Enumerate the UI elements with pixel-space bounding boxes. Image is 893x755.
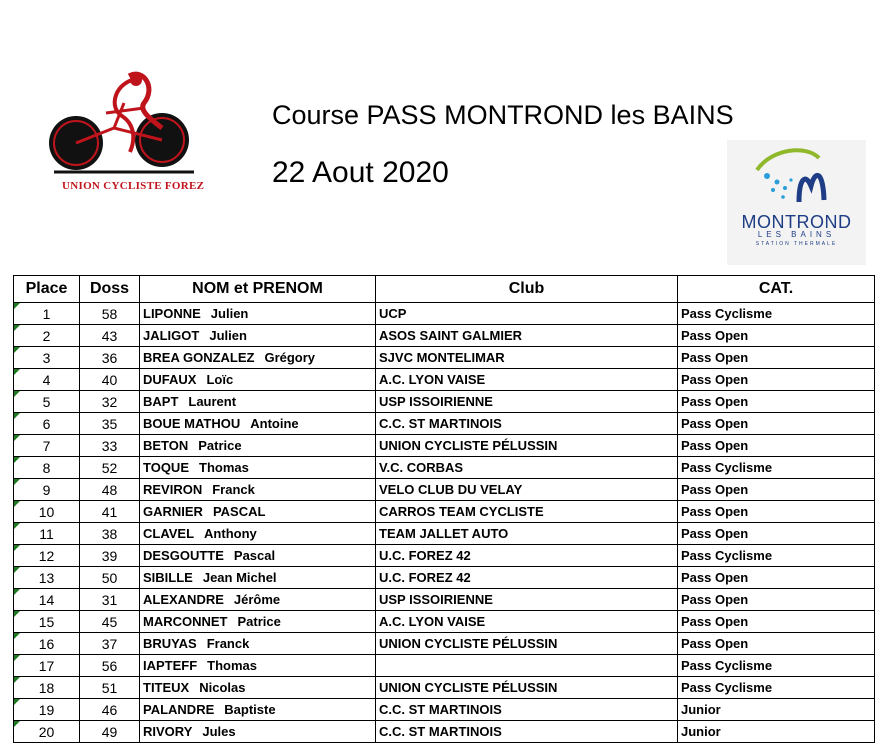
last-name: DESGOUTTE	[143, 548, 224, 563]
last-name: PALANDRE	[143, 702, 215, 717]
cell-category	[678, 303, 875, 325]
club-value: ASOS SAINT GALMIER	[379, 328, 523, 343]
place-value: 20	[38, 723, 55, 740]
doss-value: 48	[101, 481, 118, 498]
cell-place	[14, 479, 80, 501]
club-value: UNION CYCLISTE PÉLUSSIN	[379, 680, 558, 695]
doss-value: 50	[101, 569, 118, 586]
doss-value: 52	[101, 459, 118, 476]
montrond-name: MONTROND	[741, 212, 852, 232]
cell-place	[14, 523, 80, 545]
cell-marker-icon	[14, 391, 20, 397]
place-value: 5	[42, 393, 51, 410]
cell-category	[678, 633, 875, 655]
cell-club	[376, 611, 678, 633]
doss-value: 32	[101, 393, 118, 410]
cell-doss	[80, 457, 140, 479]
category-value: Pass Open	[681, 438, 749, 453]
cell-doss	[80, 677, 140, 699]
cell-name	[140, 677, 376, 699]
cell-place	[14, 611, 80, 633]
last-name: REVIRON	[143, 482, 203, 497]
club-value: USP ISSOIRIENNE	[379, 592, 493, 607]
cell-doss	[80, 369, 140, 391]
cell-doss	[80, 435, 140, 457]
table-row	[14, 633, 875, 655]
last-name: BRUYAS	[143, 636, 197, 651]
last-name: GARNIER	[143, 504, 203, 519]
last-name: CLAVEL	[143, 526, 195, 541]
club-value: USP ISSOIRIENNE	[379, 394, 493, 409]
first-name: Grégory	[264, 350, 316, 365]
category-value: Pass Cyclisme	[681, 460, 773, 475]
column-header-place: Place	[14, 276, 80, 303]
first-name: Patrice	[237, 614, 281, 629]
category-value: Pass Open	[681, 526, 749, 541]
cell-marker-icon	[14, 369, 20, 375]
table-header-row	[14, 276, 875, 303]
cell-category	[678, 677, 875, 699]
cell-doss	[80, 611, 140, 633]
cell-marker-icon	[14, 347, 20, 353]
cell-place	[14, 435, 80, 457]
table-row	[14, 655, 875, 677]
cell-category	[678, 347, 875, 369]
cell-name	[140, 369, 376, 391]
last-name: BAPT	[143, 394, 179, 409]
club-value: VELO CLUB DU VELAY	[379, 482, 523, 497]
category-value: Pass Open	[681, 636, 749, 651]
club-value: U.C. FOREZ 42	[379, 548, 471, 563]
table-row	[14, 589, 875, 611]
cell-club	[376, 435, 678, 457]
cell-place	[14, 633, 80, 655]
montrond-subtitle: LES BAINS	[757, 230, 836, 239]
last-name: SIBILLE	[143, 570, 193, 585]
cell-place	[14, 325, 80, 347]
cell-doss	[80, 699, 140, 721]
column-header-cat: CAT.	[678, 276, 875, 303]
cell-club	[376, 721, 678, 743]
table-row	[14, 523, 875, 545]
place-value: 18	[38, 679, 55, 696]
cell-marker-icon	[14, 567, 20, 573]
cell-marker-icon	[14, 303, 20, 309]
first-name: Nicolas	[199, 680, 246, 695]
cell-doss	[80, 589, 140, 611]
category-value: Pass Cyclisme	[681, 548, 773, 563]
column-header-club: Club	[376, 276, 678, 303]
cell-club	[376, 589, 678, 611]
cell-category	[678, 391, 875, 413]
place-value: 17	[38, 657, 55, 674]
cell-club	[376, 633, 678, 655]
place-value: 11	[39, 525, 54, 542]
cell-marker-icon	[14, 523, 20, 529]
table-row	[14, 303, 875, 325]
last-name: BETON	[143, 438, 189, 453]
category-value: Pass Open	[681, 416, 749, 431]
cyclist-icon	[44, 68, 204, 198]
first-name: Jean Michel	[202, 570, 277, 585]
cell-doss	[80, 523, 140, 545]
cell-place	[14, 413, 80, 435]
cell-place	[14, 391, 80, 413]
table-row	[14, 391, 875, 413]
table-row	[14, 567, 875, 589]
cell-club	[376, 347, 678, 369]
cell-club	[376, 457, 678, 479]
cell-doss	[80, 721, 140, 743]
cell-name	[140, 325, 376, 347]
page-title: Course PASS MONTROND les BAINS	[272, 100, 734, 130]
cell-marker-icon	[14, 545, 20, 551]
place-value: 7	[42, 437, 51, 454]
category-value: Pass Open	[681, 614, 749, 629]
cell-club	[376, 655, 678, 677]
club-value: U.C. FOREZ 42	[379, 570, 471, 585]
cell-category	[678, 413, 875, 435]
place-value: 6	[42, 415, 51, 432]
cell-place	[14, 369, 80, 391]
cell-name	[140, 545, 376, 567]
doss-value: 58	[101, 305, 118, 322]
category-value: Pass Cyclisme	[681, 658, 773, 673]
last-name: JALIGOT	[143, 328, 200, 343]
cell-club	[376, 567, 678, 589]
place-value: 19	[38, 701, 55, 718]
cell-doss	[80, 633, 140, 655]
table-row	[14, 413, 875, 435]
place-value: 4	[42, 371, 51, 388]
cell-name	[140, 567, 376, 589]
cell-category	[678, 567, 875, 589]
cell-category	[678, 479, 875, 501]
cell-name	[140, 699, 376, 721]
doss-value: 41	[101, 503, 118, 520]
cell-club	[376, 699, 678, 721]
place-value: 3	[42, 349, 51, 366]
place-value: 15	[38, 613, 55, 630]
last-name: MARCONNET	[143, 614, 228, 629]
category-value: Junior	[681, 724, 721, 739]
doss-value: 46	[101, 701, 118, 718]
cell-category	[678, 369, 875, 391]
doss-value: 38	[101, 525, 118, 542]
doss-value: 49	[101, 723, 118, 740]
category-value: Pass Open	[681, 592, 749, 607]
cell-name	[140, 479, 376, 501]
column-header-name: NOM et PRENOM	[140, 276, 376, 303]
place-value: 13	[38, 569, 55, 586]
cell-name	[140, 347, 376, 369]
category-value: Pass Open	[681, 372, 749, 387]
club-value: C.C. ST MARTINOIS	[379, 724, 502, 739]
cell-place	[14, 545, 80, 567]
first-name: Pascal	[233, 548, 276, 563]
club-value: UNION CYCLISTE PÉLUSSIN	[379, 438, 558, 453]
cell-category	[678, 523, 875, 545]
first-name: Julien	[209, 328, 247, 343]
place-value: 12	[38, 547, 55, 564]
last-name: BREA GONZALEZ	[143, 350, 255, 365]
table-row	[14, 677, 875, 699]
cell-doss	[80, 413, 140, 435]
last-name: DUFAUX	[143, 372, 197, 387]
table-row	[14, 347, 875, 369]
first-name: Laurent	[188, 394, 237, 409]
doss-value: 36	[101, 349, 118, 366]
results-table	[13, 275, 875, 743]
table-row	[14, 369, 875, 391]
place-value: 16	[38, 635, 55, 652]
first-name: Antoine	[250, 416, 299, 431]
cell-place	[14, 655, 80, 677]
cell-doss	[80, 391, 140, 413]
cell-marker-icon	[14, 633, 20, 639]
last-name: RIVORY	[143, 724, 193, 739]
place-value: 14	[38, 591, 55, 608]
cell-name	[140, 523, 376, 545]
cell-club	[376, 523, 678, 545]
club-logo-text: UNION CYCLISTE FOREZ	[62, 180, 205, 192]
cell-name	[140, 633, 376, 655]
club-value: V.C. CORBAS	[379, 460, 464, 475]
cell-marker-icon	[14, 721, 20, 727]
cell-club	[376, 303, 678, 325]
first-name: Thomas	[207, 658, 258, 673]
cell-club	[376, 391, 678, 413]
club-value: UNION CYCLISTE PÉLUSSIN	[379, 636, 558, 651]
doss-value: 33	[101, 437, 118, 454]
first-name: PASCAL	[212, 504, 266, 519]
cell-doss	[80, 325, 140, 347]
cell-category	[678, 655, 875, 677]
montrond-tagline: STATION THERMALE	[755, 241, 838, 247]
first-name: Franck	[206, 636, 250, 651]
cell-marker-icon	[14, 501, 20, 507]
cell-place	[14, 567, 80, 589]
cell-marker-icon	[14, 699, 20, 705]
place-value: 8	[42, 459, 51, 476]
last-name: LIPONNE	[143, 306, 201, 321]
club-value: TEAM JALLET AUTO	[379, 526, 509, 541]
cell-doss	[80, 479, 140, 501]
table-row	[14, 479, 875, 501]
cell-category	[678, 611, 875, 633]
last-name: IAPTEFF	[143, 658, 198, 673]
club-value: A.C. LYON VAISE	[379, 614, 486, 629]
table-row	[14, 325, 875, 347]
cell-club	[376, 501, 678, 523]
cell-name	[140, 589, 376, 611]
cell-category	[678, 721, 875, 743]
club-value: A.C. LYON VAISE	[379, 372, 486, 387]
club-value: C.C. ST MARTINOIS	[379, 416, 502, 431]
cell-place	[14, 721, 80, 743]
first-name: Thomas	[199, 460, 249, 475]
union-cycliste-forez-logo	[44, 68, 204, 198]
cell-marker-icon	[14, 457, 20, 463]
first-name: Loïc	[206, 372, 234, 387]
doss-value: 45	[101, 613, 118, 630]
cell-doss	[80, 303, 140, 325]
cell-doss	[80, 501, 140, 523]
cell-name	[140, 413, 376, 435]
cell-place	[14, 303, 80, 325]
last-name: TOQUE	[143, 460, 189, 475]
cell-marker-icon	[14, 435, 20, 441]
category-value: Pass Cyclisme	[681, 680, 773, 695]
doss-value: 35	[101, 415, 118, 432]
cell-category	[678, 501, 875, 523]
table-row	[14, 457, 875, 479]
cell-marker-icon	[14, 479, 20, 485]
cell-place	[14, 501, 80, 523]
cell-doss	[80, 567, 140, 589]
cell-name	[140, 501, 376, 523]
category-value: Junior	[681, 702, 721, 717]
category-value: Pass Open	[681, 328, 749, 343]
first-name: Patrice	[198, 438, 242, 453]
place-value: 2	[42, 327, 51, 344]
table-row	[14, 611, 875, 633]
first-name: Julien	[210, 306, 249, 321]
cell-category	[678, 699, 875, 721]
column-header-doss: Doss	[80, 276, 140, 303]
cell-doss	[80, 655, 140, 677]
cell-marker-icon	[14, 413, 20, 419]
club-value: CARROS TEAM CYCLISTE	[379, 504, 544, 519]
cell-marker-icon	[14, 655, 20, 661]
table-row	[14, 435, 875, 457]
table-row	[14, 699, 875, 721]
first-name: Anthony	[204, 526, 257, 541]
first-name: Baptiste	[224, 702, 276, 717]
cell-club	[376, 325, 678, 347]
cell-place	[14, 699, 80, 721]
category-value: Pass Open	[681, 482, 749, 497]
doss-value: 31	[101, 591, 118, 608]
cell-name	[140, 457, 376, 479]
category-value: Pass Open	[681, 570, 749, 585]
last-name: BOUE MATHOU	[143, 416, 241, 431]
category-value: Pass Open	[681, 394, 749, 409]
club-value: SJVC MONTELIMAR	[379, 350, 505, 365]
cell-name	[140, 655, 376, 677]
club-value: UCP	[379, 306, 407, 321]
cell-category	[678, 435, 875, 457]
category-value: Pass Open	[681, 350, 749, 365]
category-value: Pass Open	[681, 504, 749, 519]
cell-marker-icon	[14, 589, 20, 595]
cell-category	[678, 325, 875, 347]
cell-name	[140, 611, 376, 633]
cell-marker-icon	[14, 325, 20, 331]
place-value: 1	[42, 305, 51, 322]
doss-value: 39	[101, 547, 118, 564]
cell-name	[140, 435, 376, 457]
place-value: 10	[38, 503, 55, 520]
table-row	[14, 501, 875, 523]
first-name: Jérôme	[233, 592, 281, 607]
category-value: Pass Cyclisme	[681, 306, 773, 321]
cell-category	[678, 457, 875, 479]
montrond-les-bains-logo	[727, 140, 866, 265]
table-row	[14, 721, 875, 743]
cell-doss	[80, 545, 140, 567]
cell-club	[376, 413, 678, 435]
doss-value: 43	[101, 327, 118, 344]
cell-place	[14, 457, 80, 479]
cell-category	[678, 589, 875, 611]
cell-club	[376, 369, 678, 391]
cell-place	[14, 347, 80, 369]
doss-value: 40	[101, 371, 118, 388]
montrond-swirl-icon	[727, 140, 866, 212]
cell-marker-icon	[14, 677, 20, 683]
cell-category	[678, 545, 875, 567]
cell-doss	[80, 347, 140, 369]
last-name: ALEXANDRE	[143, 592, 224, 607]
cell-club	[376, 479, 678, 501]
last-name: TITEUX	[143, 680, 190, 695]
doss-value: 56	[101, 657, 118, 674]
cell-place	[14, 677, 80, 699]
place-value: 9	[42, 481, 51, 498]
cell-name	[140, 303, 376, 325]
cell-club	[376, 677, 678, 699]
cell-name	[140, 721, 376, 743]
event-date: 22 Aout 2020	[272, 156, 449, 189]
cell-marker-icon	[14, 611, 20, 617]
table-row	[14, 545, 875, 567]
club-value: C.C. ST MARTINOIS	[379, 702, 502, 717]
first-name: Jules	[202, 724, 236, 739]
cell-club	[376, 545, 678, 567]
cell-place	[14, 589, 80, 611]
first-name: Franck	[212, 482, 255, 497]
doss-value: 51	[101, 679, 118, 696]
cell-name	[140, 391, 376, 413]
doss-value: 37	[101, 635, 118, 652]
